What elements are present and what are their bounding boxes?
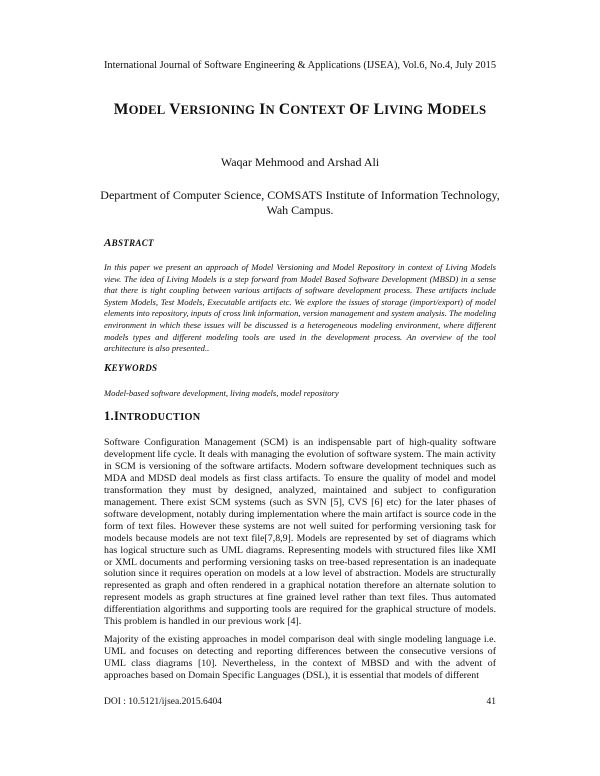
introduction-paragraph-2: Majority of the existing approaches in model comparison deal with single modeling language i.e. UML and focuses on detecting and reporting differences between the consecutive versions of UML class diagrams [10]. Nevertheless, in the context of MBSD and with the advent of approaches based on Domain Specific Languages (DSL), it is essential that models of different bbox=[104, 634, 496, 681]
paper-authors: Waqar Mehmood and Arshad Ali bbox=[220, 155, 380, 169]
keywords-text: Model-based software development, living models, model repository bbox=[104, 388, 339, 398]
introduction-paragraph-1: Software Configuration Management (SCM) is an indispensable part of high-quality software development life cycle. It deals with managing the evolution of software system. The main activity in SCM is versioning of the software artifacts. Modern software development techniques such as MDA and MDSD deal models as first class artifacts. To ensure the quality of model and model transformation they must by designed, analyzed, maintained and subject to configuration management. There exist SCM systems (such as SVN [5], CVS [6] etc) for the later phases of software development, notably during implementation where the main artifact is source code in the form of text files. However these systems are not well suited for performing versioning task for models because models are not text file[7,8,9]. Models are represented by set of diagrams which has logical structure such as UML diagrams. Representing models with structured files like XMI or XML documents and performing versioning tasks on tree-based representation is an inadequate solution since it requires operation on models at a low level of abstraction. Models are structurally represented as graph and often rendered in a graphical notation therefore an alternate solution to represent models as graph structures at fine grained level rather than text files. Thus automated differentiation algorithms and supporting tools are required for the graphical structure of models. This problem is handled in our previous work [4]. bbox=[104, 437, 496, 628]
introduction-heading: 1.INTRODUCTION bbox=[104, 409, 201, 423]
abstract-text: In this paper we present an approach of Model Versioning and Model Repository in context of Living Models view. The idea of Living Models is a step forward from Model Based Software Development (MBSD) in a sense that there is tight coupling between various artifacts of software development process. These artifacts include System Models, Test Models, Executable artifacts etc. We explore the issues of storage (import/export) of model elements into repository, inputs of cross link information, version management and system analysis. The modeling environment in which these issues will be discussed is a heterogeneous modeling environment, where different models types and different modeling tools are used in the development process. An overview of the tool architecture is also presented.. bbox=[104, 262, 496, 354]
doi-footer: DOI : 10.5121/ijsea.2015.6404 bbox=[104, 697, 222, 707]
journal-header: International Journal of Software Engineering & Applications (IJSEA), Vol.6, No.4, July 2015 bbox=[103, 60, 497, 71]
paper-title: MODEL VERSIONING IN CONTEXT OF LIVING MODELS bbox=[113, 101, 487, 118]
page-number: 41 bbox=[486, 697, 496, 707]
author-affiliation: Department of Computer Science, COMSATS Institute of Information Technology, Wah Campus. bbox=[100, 188, 500, 217]
abstract-heading: ABSTRACT bbox=[104, 237, 154, 249]
keywords-heading: KEYWORDS bbox=[104, 362, 158, 374]
